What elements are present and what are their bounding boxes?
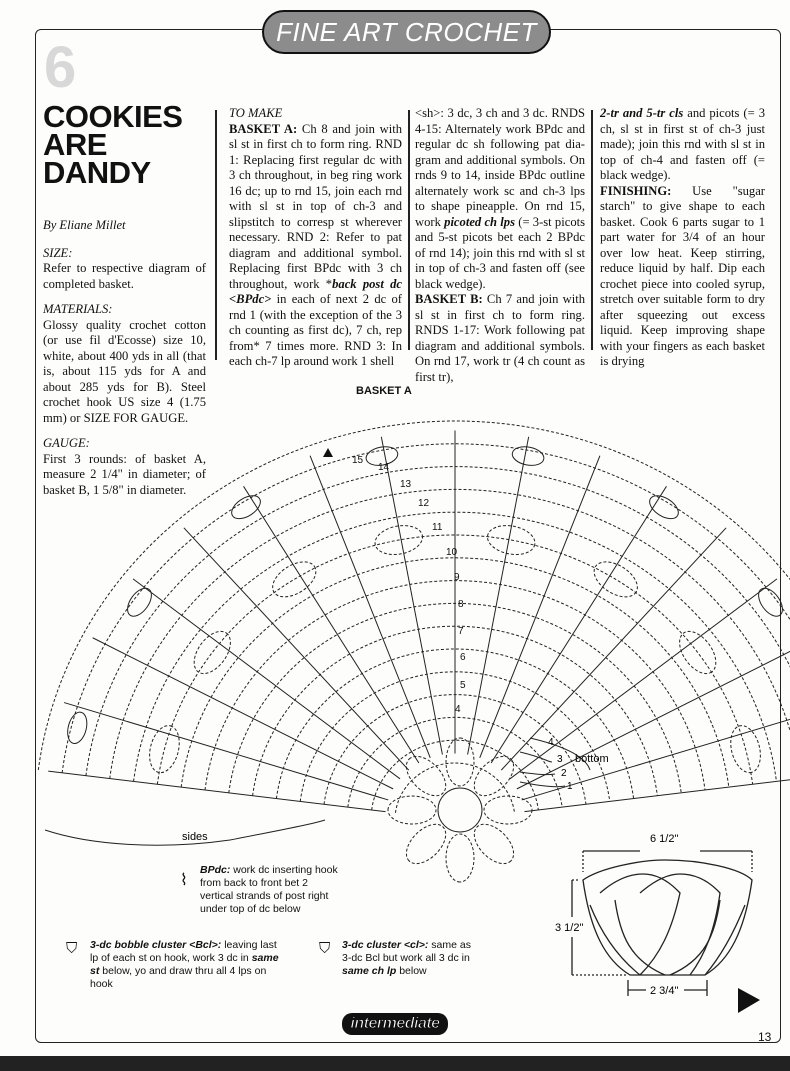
post-line bbox=[468, 437, 529, 755]
bottom-label: bottom bbox=[575, 753, 609, 765]
round-number: 12 bbox=[418, 498, 430, 509]
materials-heading: MATERIALS: bbox=[43, 302, 113, 316]
post-line bbox=[64, 703, 388, 800]
picot-loop bbox=[65, 710, 90, 745]
basket-b-instructions: BASKET B: Ch 7 and join with sl st in first ch to form ring. RNDS 1-17: Work following pat diagram and additional symbols. On rnd 17, work tr (4 ch count as first tr), bbox=[415, 292, 586, 384]
round-number: 10 bbox=[446, 547, 458, 558]
basket-shape-illustration bbox=[572, 851, 752, 996]
round-label-4: 4 bbox=[548, 737, 554, 748]
page-number: 13 bbox=[758, 1030, 772, 1044]
skill-level-badge: intermediate bbox=[320, 1012, 470, 1036]
base-petal bbox=[467, 817, 521, 871]
size-heading: SIZE: bbox=[43, 245, 73, 260]
finishing-instructions: FINISHING: Use "sugar starch" to give shape to each basket. Cook 6 parts sugar to 1 part water for 3/4 of an hour over low heat. Keep stirring, reduce liquid by half. Dip each crochet piece into cooled syrup, stretch over suitable form to dry after squeezing out excess liquid. Keep improving shape with your fingers as each basket is drying bbox=[600, 183, 765, 368]
round-label-1: 1 bbox=[567, 781, 573, 792]
dc-cluster-icon: ⛉ bbox=[319, 941, 331, 957]
to-make-heading: TO MAKE bbox=[229, 106, 283, 120]
round-number: 9 bbox=[454, 572, 460, 583]
base-petal bbox=[446, 834, 474, 882]
start-marker-icon bbox=[323, 448, 333, 457]
post-line bbox=[93, 638, 393, 789]
basket-a-instructions-cont: <sh>: 3 dc, 3 ch and 3 dc. RNDS 4-15: Alternately work BPdc and regular dc sh following pat dia-gram and additional symbols. On rnds 9 to 14, inside BPdc outline alternately work sc and ch-3 lps to shape pineapple. On rnd 15, work picoted ch lps (= 3-st picots and 5-st picots bet each 2 BPdc of rnd 14); join this rnd with sl st in top of ch-3 and fasten off (see black wedge). bbox=[415, 106, 586, 291]
picot-loop bbox=[228, 491, 265, 523]
round-number: 6 bbox=[460, 652, 466, 663]
post-line bbox=[510, 579, 777, 779]
pattern-number: 6 bbox=[44, 35, 77, 100]
round-number: 15 bbox=[352, 455, 364, 466]
chain-arc bbox=[62, 444, 790, 773]
materials-text: Glossy quality crochet cotton (or use fil d'Ecosse) size 10, white, about 400 yds in all (that is, about 115 yds for A and about 285 yds for B). Steel crochet hook US size 4 (1.75 mm) or SIZE FOR GAUGE. bbox=[43, 317, 206, 425]
sides-label: sides bbox=[182, 831, 208, 843]
chain-arc bbox=[395, 763, 514, 813]
post-line bbox=[517, 638, 790, 789]
round-number: 4 bbox=[455, 704, 461, 715]
byline: By Eliane Millet bbox=[43, 218, 126, 232]
basket-b-label: BASKET B: bbox=[415, 292, 483, 306]
post-line bbox=[184, 528, 409, 770]
round-number: 11 bbox=[432, 522, 443, 533]
post-line bbox=[480, 456, 600, 758]
basket-b-instructions-cont: 2-tr and 5-tr cls and picots (= 3 ch, sl st in first st of ch-3 just made); join this rnd with sl st in top of ch-4 and fasten off (= black wedge). bbox=[600, 106, 765, 182]
pattern-title: COOKIES ARE DANDY bbox=[43, 99, 183, 190]
round-number: 5 bbox=[460, 680, 466, 691]
bobble-cluster-icon: ⛉ bbox=[66, 941, 78, 957]
round-number: 7 bbox=[458, 626, 464, 637]
basket-a-instructions: BASKET A: Ch 8 and join with sl st in first ch to form ring. RND 1: Replacing first regular dc with 3 ch throughout, in beg ring work 16 dc; up to rnd 15, join each rnd with sl st in top of ch-3 and slipstitch to corresp st wherever necessary. RND 2: Refer to pat diagram and additional symbol. Replacing first BPdc with 3 ch throughout, work *back post dc <BPdc> in each of next 2 dc of rnd 1 (with the exception of the 3 ch counting as first dc), 7 ch, rep from* 7 times more. RND 3: In each ch-7 lp around work 1 shell bbox=[229, 121, 402, 368]
post-line bbox=[244, 486, 419, 763]
post-line bbox=[381, 437, 442, 755]
picot-loop bbox=[123, 584, 156, 620]
diagram-title: BASKET A bbox=[356, 385, 412, 397]
base-petal bbox=[446, 738, 474, 786]
gauge-text: First 3 rounds: of basket A, measure 2 1/4" in diameter; of basket B, 1 5/8" in diameter. bbox=[43, 451, 206, 497]
banner-text: FINE ART CROCHET bbox=[276, 16, 537, 47]
post-line bbox=[491, 486, 666, 763]
base-petal bbox=[484, 796, 532, 824]
round-label-3: 3 bbox=[557, 754, 563, 765]
round-number: 14 bbox=[378, 462, 390, 473]
base-petal bbox=[388, 796, 436, 824]
legend-bobble-cluster: 3-dc bobble cluster <Bcl>: leaving last lp of each st on hook, work 3 dc in same st below, yo and draw thru all 4 lps on hook bbox=[90, 939, 279, 990]
post-line bbox=[48, 771, 385, 811]
base-ring bbox=[438, 788, 482, 832]
post-line bbox=[133, 579, 400, 779]
dimension-width: 6 1/2" bbox=[650, 833, 679, 845]
post-line bbox=[310, 456, 430, 758]
round-number: 13 bbox=[400, 479, 412, 490]
finishing-label: FINISHING: bbox=[600, 183, 672, 198]
dimension-height: 3 1/2" bbox=[555, 922, 584, 934]
legend-bpdc: BPdc: work dc inserting hook from back to front bet 2 vertical strands of post right under top of dc below bbox=[200, 864, 338, 915]
post-line bbox=[501, 528, 726, 770]
dimension-base: 2 3/4" bbox=[650, 985, 679, 997]
bpdc-symbol-icon: ⌇ bbox=[180, 872, 188, 889]
legend-dc-cluster: 3-dc cluster <cl>: same as 3-dc Bcl but work all 3 dc in same ch lp below bbox=[342, 939, 471, 977]
round-number: 8 bbox=[458, 599, 464, 610]
basket-a-label: BASKET A: bbox=[229, 121, 298, 136]
round-label-2: 2 bbox=[561, 768, 567, 779]
pineapple-motif bbox=[187, 625, 238, 680]
picot-loop bbox=[646, 491, 683, 523]
next-page-arrow-icon bbox=[738, 988, 760, 1013]
size-text: Refer to respective diagram of completed basket. bbox=[43, 261, 206, 291]
base-petal bbox=[399, 749, 453, 803]
base-petal bbox=[399, 817, 453, 871]
page-edge bbox=[0, 1056, 790, 1071]
picot-loop bbox=[754, 584, 787, 620]
gauge-heading: GAUGE: bbox=[43, 436, 90, 450]
